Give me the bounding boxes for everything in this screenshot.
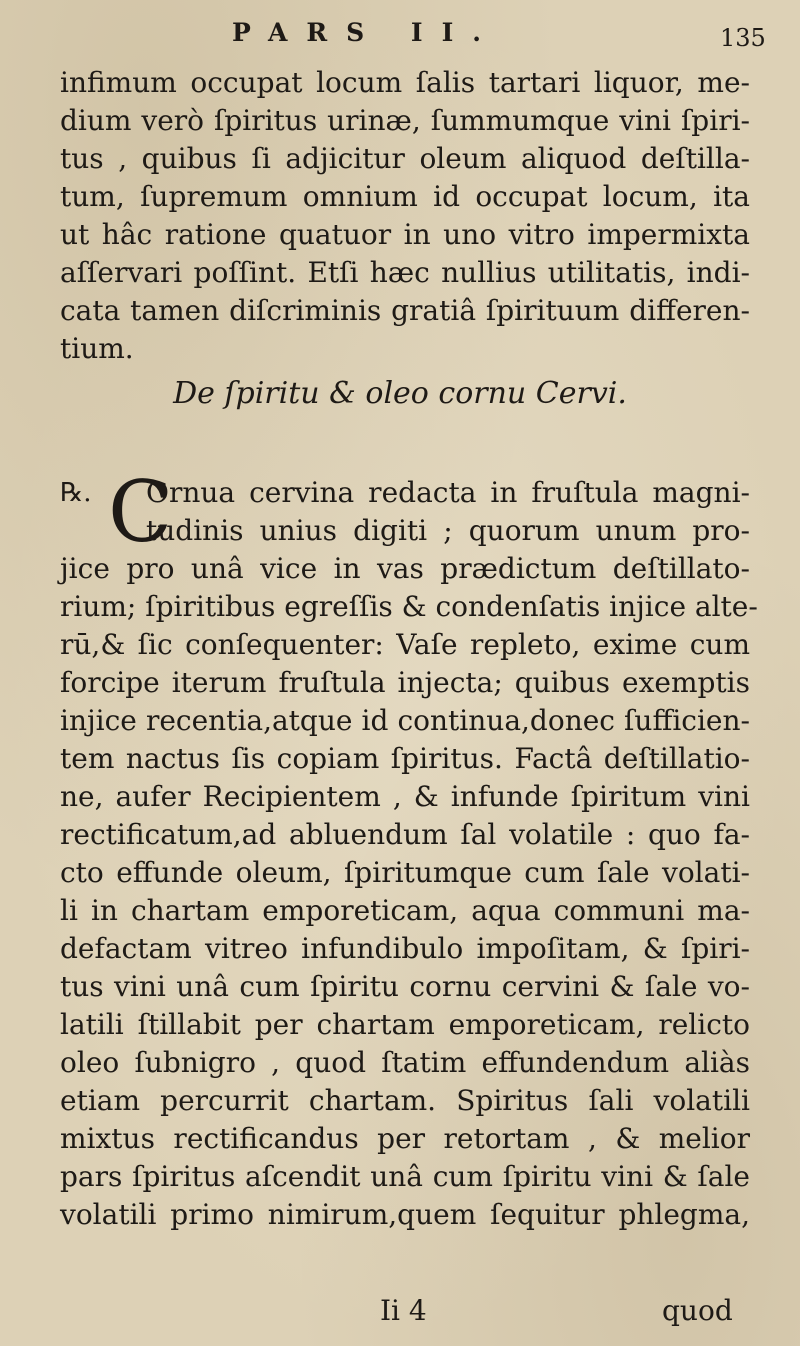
text-line: tem nactus ſis copiam ſpiritus. Factâ deſtillatio-: [60, 742, 750, 775]
text-line: defactam vitreo infundibulo impoſitam, & ſpiri-: [60, 932, 750, 965]
text-line: latili ſtillabit per chartam emporeticam, relicto: [60, 1008, 750, 1041]
text-line: Ornua cervina redacta in fruſtula magni-: [146, 476, 750, 509]
text-line: ut hâc ratione quatuor in uno vitro impermixta: [60, 218, 750, 251]
text-line: pars ſpiritus aſcendit unâ cum ſpiritu vini & ſale: [60, 1160, 750, 1193]
page-footer: [0, 1294, 800, 1334]
text-line: mixtus rectificandus per retortam , & melior: [60, 1122, 750, 1155]
section-heading: De ſpiritu & oleo cornu Cervi.: [173, 376, 627, 411]
text-line: tium.: [60, 332, 134, 365]
text-line: aſſervari poſſint. Etſi hæc nullius utilitatis, indi-: [60, 256, 750, 289]
text-line: rū,& ſic conſequenter: Vaſe repleto, exime cum: [60, 628, 750, 661]
text-line: tum, ſupremum omnium id occupat locum, ita: [60, 180, 750, 213]
text-line: jice pro unâ vice in vas prædictum deſtillato-: [60, 552, 750, 585]
text-line: rium; ſpiritibus egreſſis & condenſatis injice alte-: [60, 590, 758, 623]
text-line: infimum occupat locum ſalis tartari liquor, me-: [60, 66, 750, 99]
recipe-mark: ℞.: [60, 478, 92, 508]
drop-initial: C: [108, 463, 173, 561]
text-line: volatili primo nimirum,quem ſequitur phlegma,: [60, 1198, 750, 1231]
text-line: li in chartam emporeticam, aqua communi ma-: [60, 894, 750, 927]
signature-mark: Ii 4: [380, 1294, 427, 1327]
text-line: tus , quibus ſi adjicitur oleum aliquod deſtilla-: [60, 142, 750, 175]
text-line: forcipe iterum fruſtula injecta; quibus exemptis: [60, 666, 750, 699]
running-title: PARS II.: [232, 18, 501, 47]
text-line: ne, aufer Recipientem , & infunde ſpiritum vini: [60, 780, 750, 813]
text-line: injice recentia,atque id continua,donec ſufficien-: [60, 704, 750, 737]
catchword: quod: [662, 1294, 733, 1327]
page-number: 135: [720, 24, 766, 52]
text-line: cto effunde oleum, ſpiritumque cum ſale volati-: [60, 856, 750, 889]
text-line: oleo ſubnigro , quod ſtatim effundendum aliàs: [60, 1046, 750, 1079]
text-line: rectificatum,ad abluendum ſal volatile : quo fa-: [60, 818, 750, 851]
running-head: [0, 18, 800, 58]
text-line: tudinis unius digiti ; quorum unum pro-: [146, 514, 750, 547]
text-line: tus vini unâ cum ſpiritu cornu cervini & ſale vo-: [60, 970, 750, 1003]
text-line: cata tamen diſcriminis gratiâ ſpirituum differen-: [60, 294, 750, 327]
text-line: dium verò ſpiritus urinæ, ſummumque vini ſpiri-: [60, 104, 750, 137]
text-line: etiam percurrit chartam. Spiritus ſali volatili: [60, 1084, 750, 1117]
